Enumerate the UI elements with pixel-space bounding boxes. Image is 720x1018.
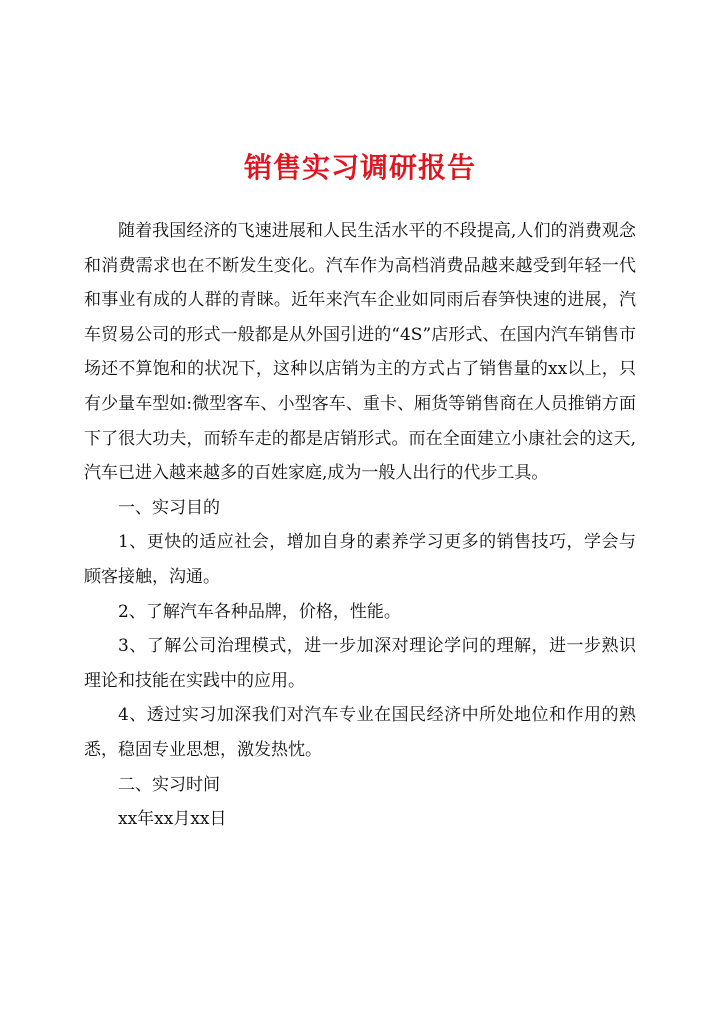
purpose-item-4: 4、透过实习加深我们对汽车专业在国民经济中所处地位和作用的熟悉，稳固专业思想，激发热忱。 <box>84 705 636 760</box>
internship-date: xx年xx月xx日 <box>118 809 227 830</box>
section-heading-time: 二、实习时间 <box>118 774 220 795</box>
document-title: 销售实习调研报告 <box>243 151 476 184</box>
purpose-item-2: 2、了解汽车各种品牌，价格，性能。 <box>118 601 401 622</box>
purpose-item-3: 3、了解公司治理模式，进一步加深对理论学问的理解，进一步熟识理论和技能在实践中的应用。 <box>84 636 636 691</box>
intro-paragraph: 随着我国经济的飞速进展和人民生活水平的不段提高,人们的消费观念和消费需求也在不断发生变化。汽车作为高档消费品越来越受到年轻一代和事业有成的人群的青睐。近年来汽车企业如同雨后春笋快速的进展，汽车贸易公司的形式一般都是从外国引进的“4S”店形式、在国内汽车销售市场还不算饱和的状况下，这种以店销为主的方式占了销售量的xx以上，只有少量车型如:微型客车、小型客车、重卡、厢货等销售商在人员推销方面下了很大功夫，而轿车走的都是店销形式。而在全面建立小康社会的这天,汽车已进入越来越多的百姓家庭,成为一般人出行的代步工具。 <box>84 221 636 484</box>
section-heading-purpose: 一、实习目的 <box>118 497 220 518</box>
purpose-item-1: 1、更快的适应社会，增加自身的素养学习更多的销售技巧，学会与顾客接触，沟通。 <box>84 532 636 587</box>
document-body <box>84 214 636 837</box>
